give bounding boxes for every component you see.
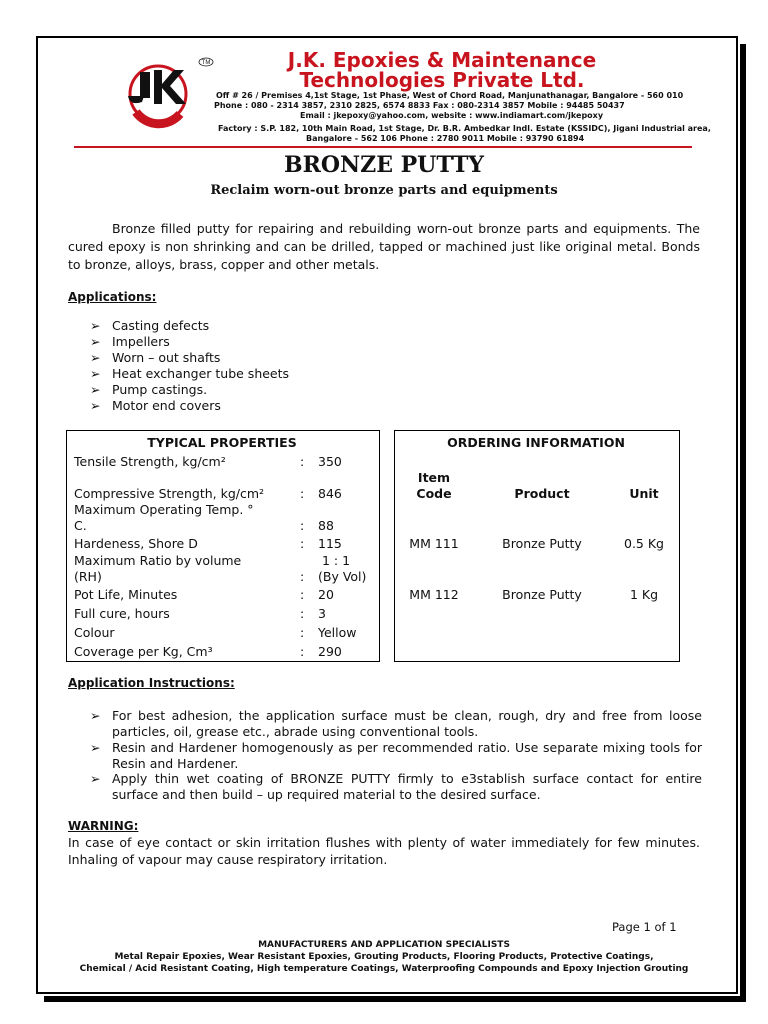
company-name: [232, 50, 652, 90]
typical-properties-heading: TYPICAL PROPERTIES: [147, 435, 297, 450]
footer-line-2: Metal Repair Epoxies, Wear Resistant Epoxies, Grouting Products, Flooring Products, Protective Coatings,: [114, 952, 654, 962]
property-separator: :: [300, 606, 305, 621]
property-separator: :: [300, 536, 305, 551]
property-label: Maximum Ratio by volume: [74, 553, 242, 568]
email-line: Email : jkepoxy@yahoo.com, website : www.indiamart.com/jkepoxy: [300, 111, 604, 120]
property-value: 88: [318, 518, 334, 533]
property-value: 1 : 1: [322, 553, 351, 568]
property-label: Maximum Operating Temp. °: [74, 502, 254, 517]
property-value: 350: [318, 454, 342, 469]
property-label: Hardeness, Shore D: [74, 536, 198, 551]
column-header-product: Product: [514, 486, 570, 501]
property-label: Pot Life, Minutes: [74, 587, 178, 602]
instructions-heading: Application Instructions:: [68, 676, 235, 690]
property-separator: :: [300, 518, 305, 533]
property-label: C.: [74, 518, 87, 533]
property-separator: :: [300, 454, 305, 469]
property-label: Tensile Strength, kg/cm²: [74, 454, 226, 469]
order-product: Bronze Putty: [502, 587, 582, 602]
property-value: Yellow: [318, 625, 357, 640]
column-header-unit: Unit: [629, 486, 659, 501]
application-item: ➢ Heat exchanger tube sheets: [90, 366, 290, 381]
application-item: ➢ Pump castings.: [90, 382, 208, 397]
page-shadow-bottom: [44, 996, 746, 1002]
logo-tm: TM: [201, 60, 211, 66]
order-code: MM 111: [409, 536, 459, 551]
applications-heading: Applications:: [68, 290, 157, 304]
column-header-item: Item: [417, 470, 451, 485]
property-value: 20: [318, 587, 334, 602]
product-subtitle: Reclaim worn-out bronze parts and equipments: [210, 183, 558, 198]
property-value: (By Vol): [318, 569, 367, 584]
property-label: Full cure, hours: [74, 606, 170, 621]
footer-line-1: MANUFACTURERS AND APPLICATION SPECIALISTS: [258, 940, 510, 950]
property-value: 290: [318, 644, 342, 659]
footer-line-3: Chemical / Acid Resistant Coating, High temperature Coatings, Waterproofing Compounds and Epoxy Injection Grouting: [79, 964, 689, 974]
company-logo: [110, 52, 220, 132]
office-address: Off # 26 / Premises 4,1st Stage, 1st Phase, West of Chord Road, Manjunathanagar, Bangalore - 560 010: [216, 91, 684, 100]
warning-heading: WARNING:: [68, 819, 139, 833]
property-label: Colour: [74, 625, 115, 640]
factory-line-2: Bangalore - 562 106 Phone : 2780 9011 Mobile : 93790 61894: [306, 134, 585, 143]
instruction-item: ➢ Apply thin wet coating of BRONZE PUTTY firmly to e3stablish surface contact for entire surface and then build – up required material to the desired surface.: [90, 771, 702, 802]
factory-line-1: Factory : S.P. 182, 10th Main Road, 1st Stage, Dr. B.R. Ambedkar Indl. Estate (KSSIDC), Jigani Industrial area,: [218, 124, 711, 133]
order-product: Bronze Putty: [502, 536, 582, 551]
intro-paragraph: Bronze filled putty for repairing and rebuilding worn-out bronze parts and equipments. The cured epoxy is non shrinking and can be drilled, tapped or machined just like original metal. Bonds to bronze, alloys, brass, copper and other metals.: [68, 221, 700, 272]
order-unit: 1 Kg: [629, 587, 659, 602]
application-item: ➢ Motor end covers: [90, 398, 221, 413]
property-separator: :: [300, 625, 305, 640]
application-item: ➢ Impellers: [90, 334, 170, 349]
header-divider: [74, 146, 692, 148]
property-separator: :: [300, 587, 305, 602]
company-name-line1: J.K. Epoxies & Maintenance: [287, 48, 597, 72]
property-separator: :: [300, 486, 305, 501]
order-unit: 0.5 Kg: [624, 536, 664, 551]
instruction-item: ➢ Resin and Hardener homogenously as per recommended ratio. Use separate mixing tools for Resin and Hardener.: [90, 740, 702, 771]
property-value: 3: [318, 606, 326, 621]
instruction-item: ➢ For best adhesion, the application surface must be clean, rough, dry and free from loose particles, oil, grease etc., abrade using conventional tools.: [90, 708, 702, 739]
property-label: Compressive Strength, kg/cm²: [74, 486, 265, 501]
phone-line: Phone : 080 - 2314 3857, 2310 2825, 6574 8833 Fax : 080-2314 3857 Mobile : 94485 50437: [214, 101, 625, 110]
company-name-line2: Technologies Private Ltd.: [299, 68, 585, 92]
property-separator: :: [300, 569, 305, 584]
application-item: ➢ Casting defects: [90, 318, 210, 333]
property-label: Coverage per Kg, Cm³: [74, 644, 213, 659]
warning-text: In case of eye contact or skin irritation flushes with plenty of water immediately for few minutes. Inhaling of vapour may cause respiratory irritation.: [68, 835, 700, 867]
page-number: Page 1 of 1: [612, 920, 677, 934]
property-separator: :: [300, 644, 305, 659]
ordering-info-heading: ORDERING INFORMATION: [447, 435, 625, 450]
property-value: 846: [318, 486, 342, 501]
order-code: MM 112: [409, 587, 459, 602]
property-label: (RH): [74, 569, 102, 584]
property-value: 115: [318, 536, 342, 551]
column-header-code: Code: [416, 486, 452, 501]
product-title: BRONZE PUTTY: [283, 152, 485, 178]
application-item: ➢ Worn – out shafts: [90, 350, 221, 365]
